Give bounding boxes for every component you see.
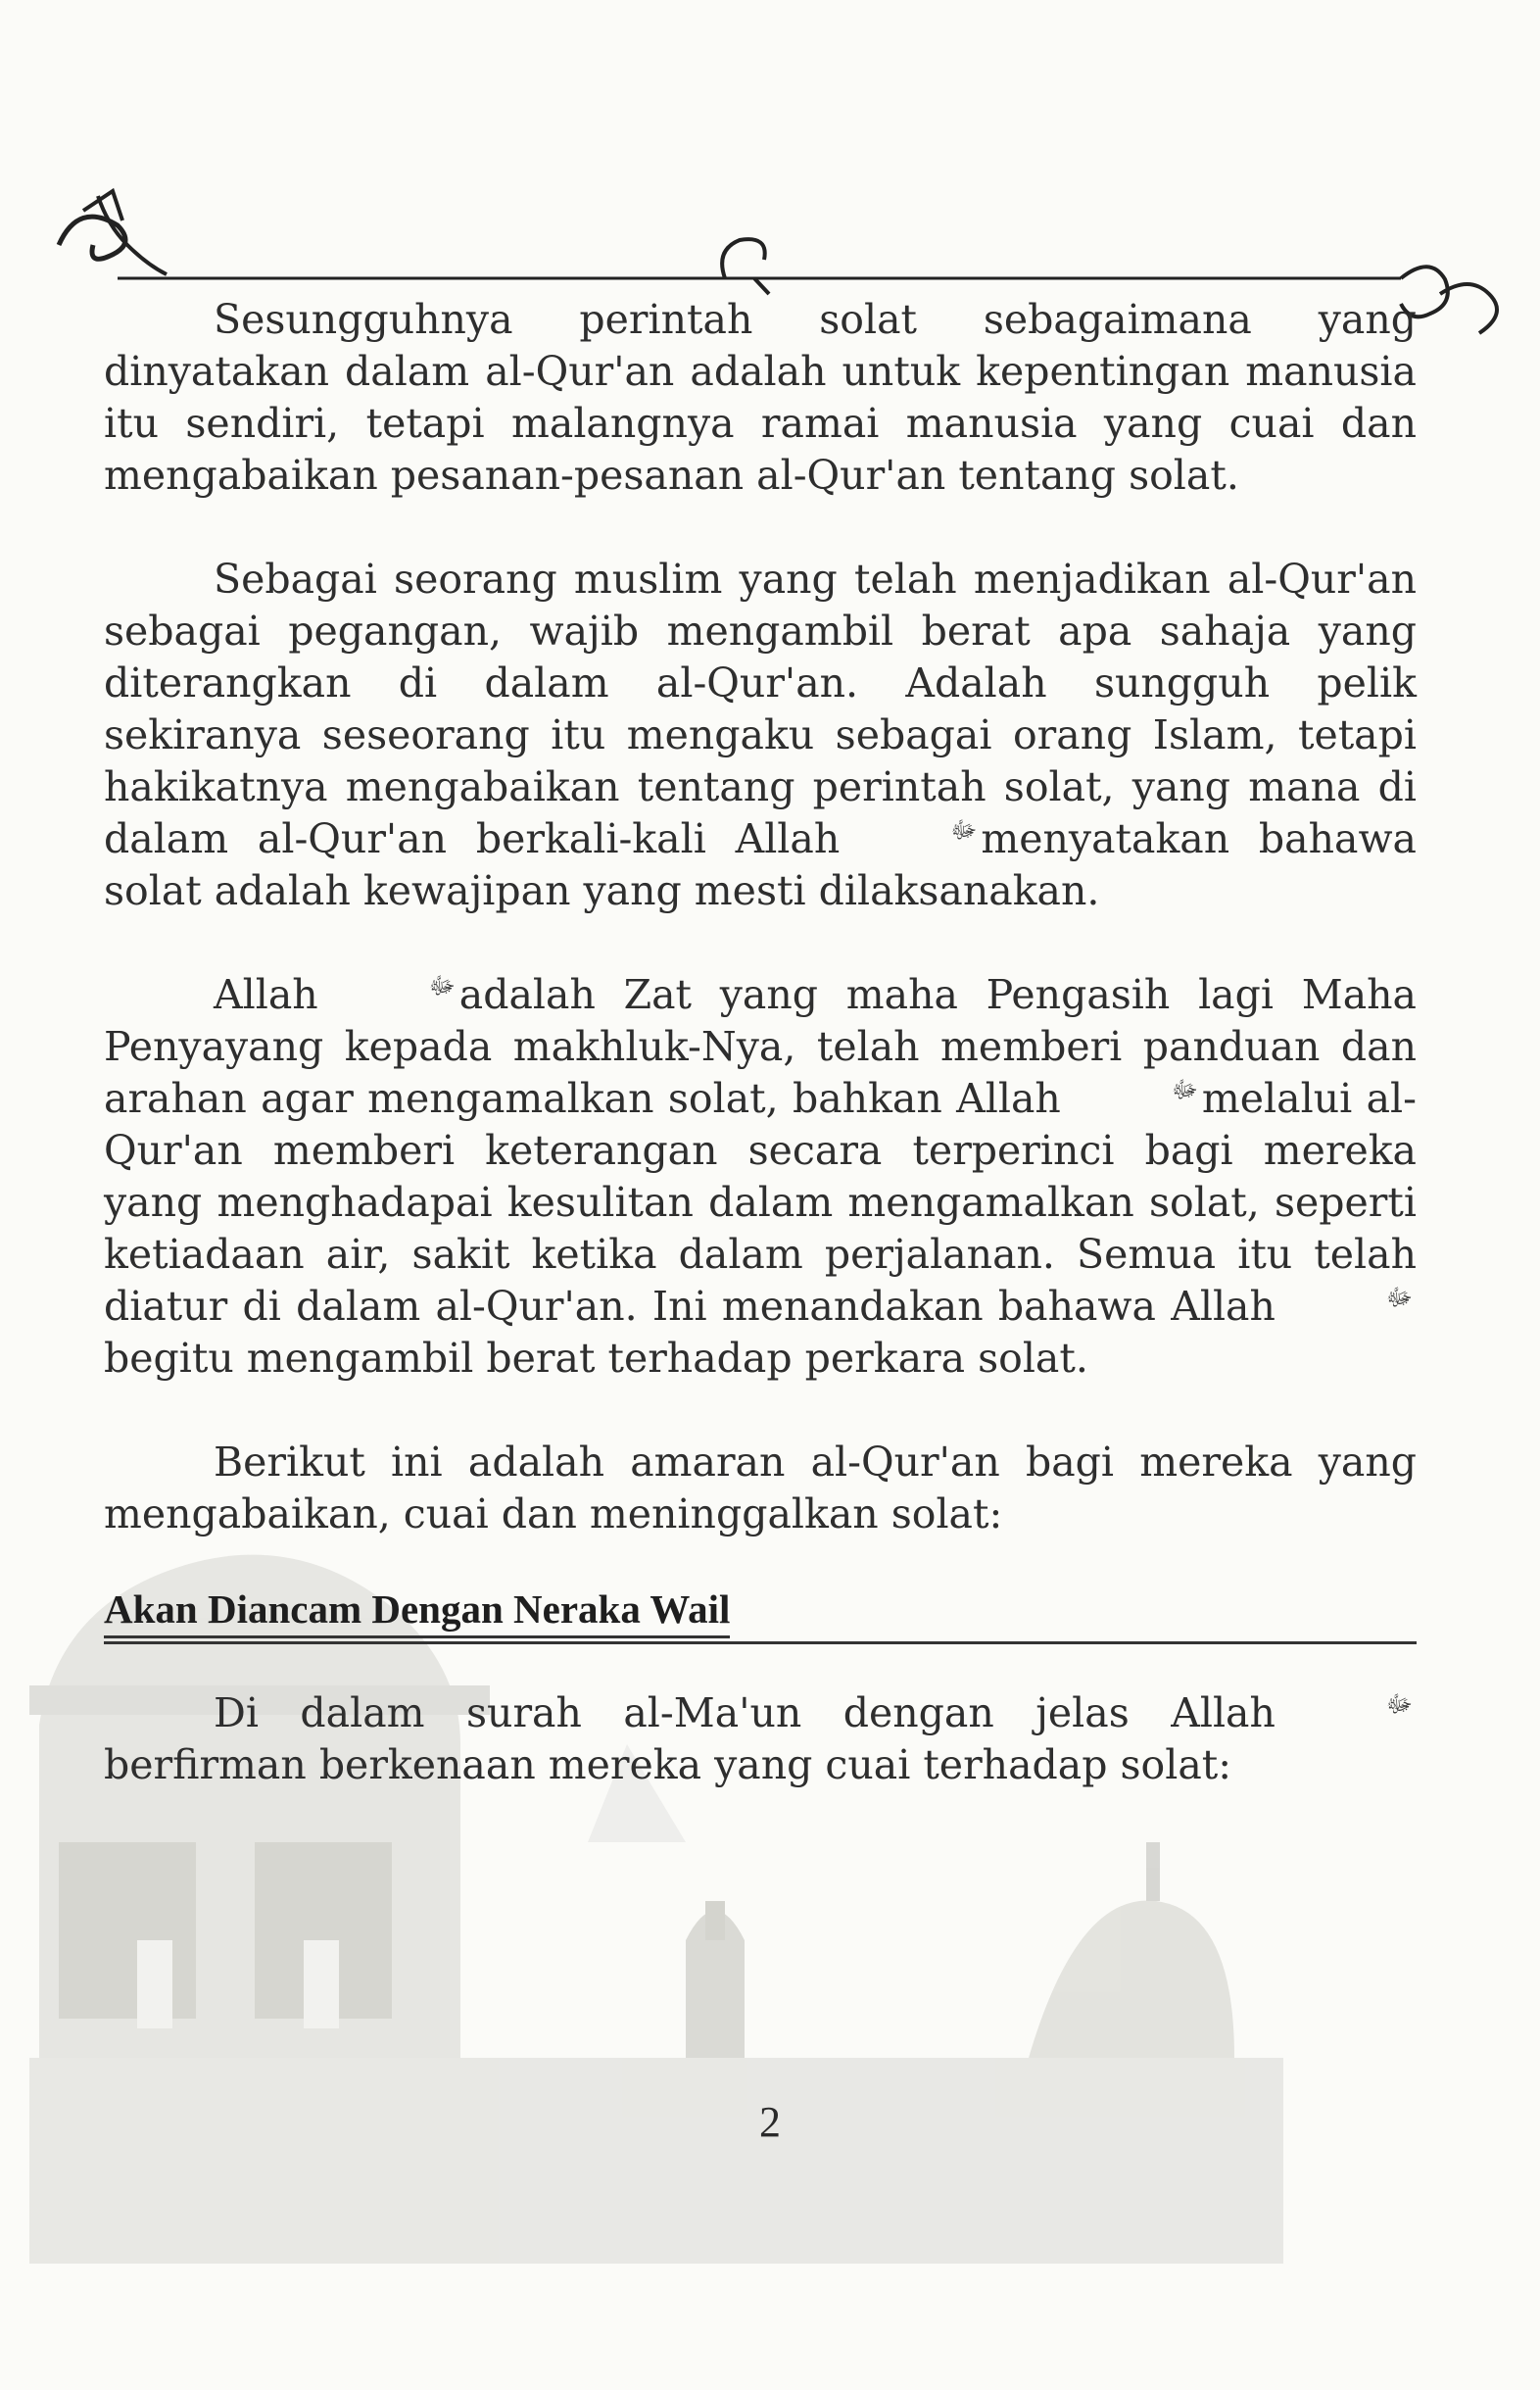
- paragraph-4-text: Berikut ini adalah amaran al-Qur'an bagi mereka yang mengabaikan, cuai dan meninggalkan solat:: [104, 1439, 1417, 1537]
- paragraph-2: [104, 554, 1417, 917]
- paragraph-5: [104, 1687, 1417, 1791]
- honorific-glyph: ﷻ: [1385, 1690, 1413, 1719]
- document-body: [104, 294, 1417, 1843]
- honorific-glyph: ﷻ: [1171, 1076, 1198, 1104]
- paragraph-4: [104, 1437, 1417, 1540]
- honorific-glyph: ﷻ: [950, 816, 978, 845]
- paragraph-1: [104, 294, 1417, 502]
- paragraph-5-text-b: berfirman berkenaan mereka yang cuai terhadap solat:: [104, 1741, 1232, 1788]
- page-number: 2: [759, 2098, 781, 2146]
- section-heading-rule: [104, 1584, 1417, 1644]
- paragraph-3-text-c: melalui al-Qur'an memberi keterangan secara terperinci bagi mereka yang menghadapai kesulitan dalam mengamalkan solat, seperti ketiadaan air, sakit ketika dalam perjalanan. Semua itu telah diatur di dalam al-Qur'an. Ini menandakan bahawa Allah: [104, 1075, 1417, 1330]
- honorific-glyph: ﷻ: [428, 972, 456, 1000]
- paragraph-5-text-a: Di dalam surah al-Ma'un dengan jelas Allah: [214, 1689, 1275, 1736]
- paragraph-3-text-b: adalah Zat yang maha Pengasih lagi Maha Penyayang kepada makhluk-Nya, telah memberi panduan dan arahan agar mengamalkan solat, bahkan Allah: [104, 971, 1417, 1122]
- paragraph-2-text-b: menyatakan bahawa solat adalah kewajipan yang mesti dilaksanakan.: [104, 815, 1417, 914]
- paragraph-2-text-a: Sebagai seorang muslim yang telah menjadikan al-Qur'an sebagai pegangan, wajib mengambil berat apa sahaja yang diterangkan di dalam al-Qur'an. Adalah sungguh pelik sekiranya seseorang itu mengaku sebagai orang Islam, tetapi hakikatnya mengabaikan tentang perintah solat, yang mana di dalam al-Qur'an berkali-kali Allah: [104, 556, 1417, 862]
- paragraph-1-text: Sesungguhnya perintah solat sebagaimana yang dinyatakan dalam al-Qur'an adalah untuk kepentingan manusia itu sendiri, tetapi malangnya ramai manusia yang cuai dan mengabaikan pesanan-pesanan al-Qur'an tentang solat.: [104, 296, 1417, 499]
- paragraph-3-text-a: Allah: [214, 971, 318, 1018]
- paragraph-3: [104, 969, 1417, 1385]
- paragraph-3-text-d: begitu mengambil berat terhadap perkara solat.: [104, 1335, 1088, 1382]
- honorific-glyph: ﷻ: [1385, 1284, 1413, 1312]
- section-heading: Akan Diancam Dengan Neraka Wail: [104, 1585, 730, 1638]
